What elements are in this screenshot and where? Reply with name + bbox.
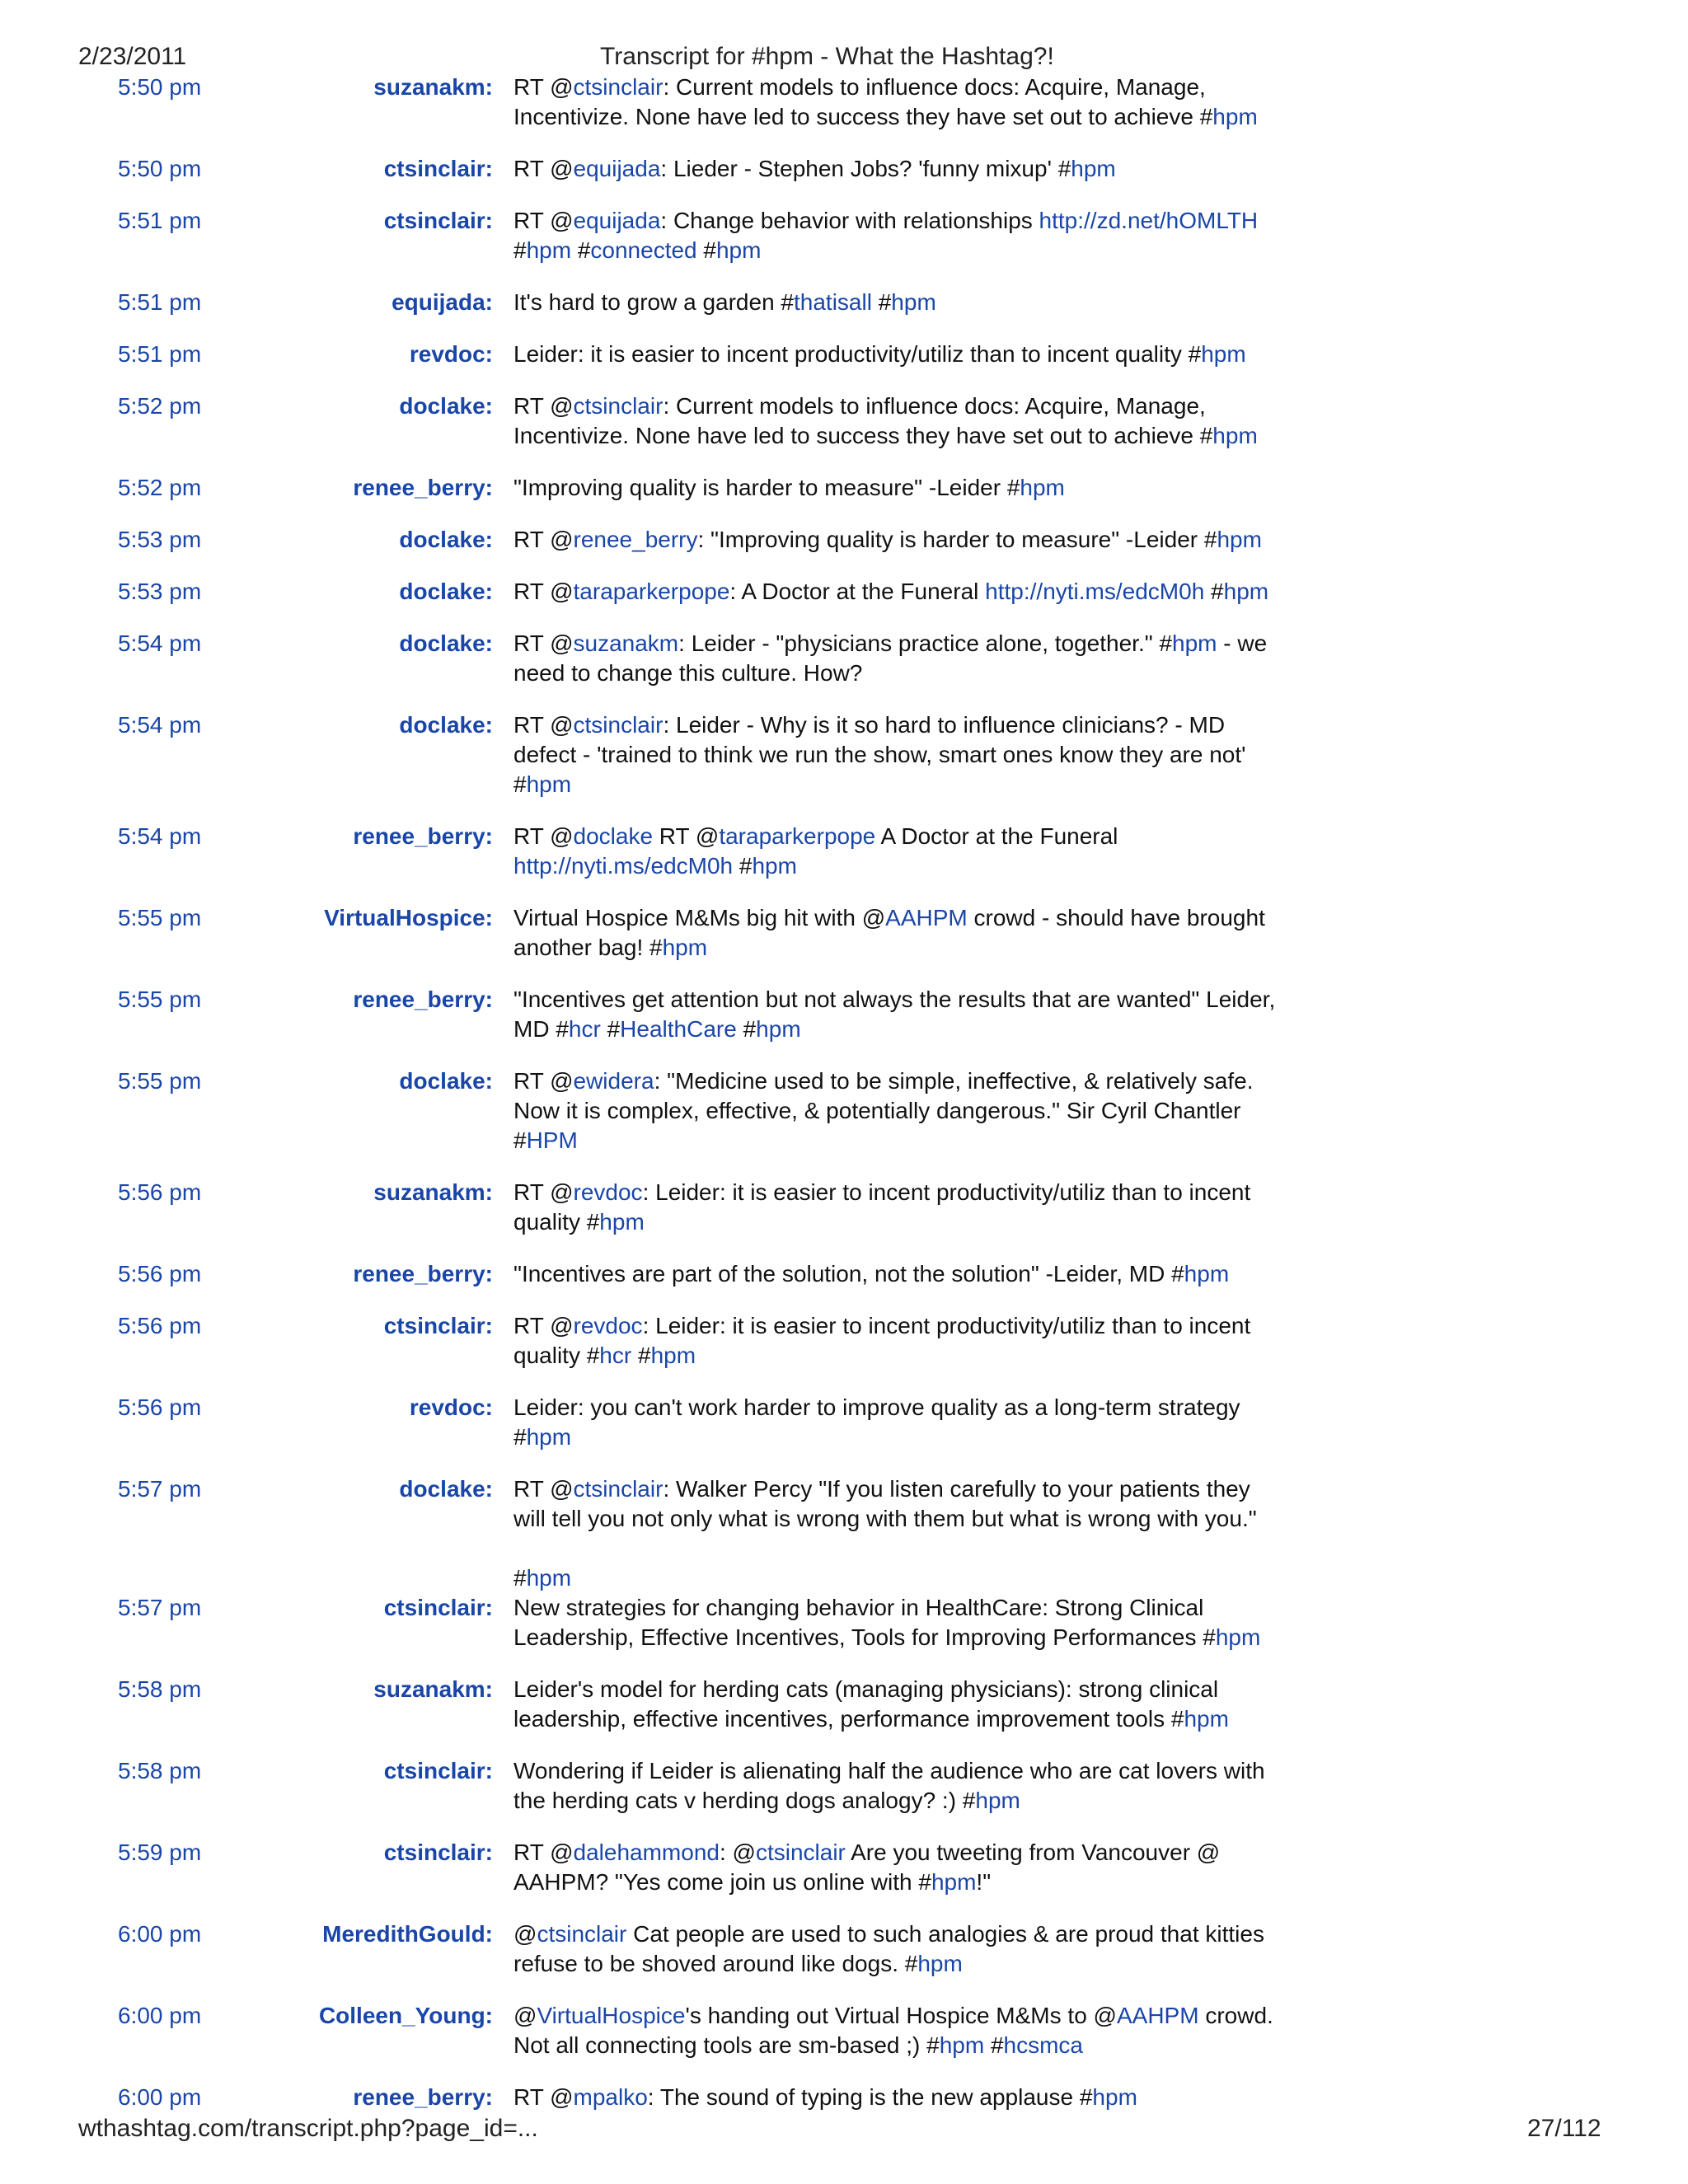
tweet-link[interactable]: ewidera xyxy=(573,1068,654,1094)
footer-url: wthashtag.com/transcript.php?page_id=... xyxy=(78,2115,538,2142)
tweet-username-link[interactable]: suzanakm: xyxy=(373,74,493,100)
tweet-username-link[interactable]: equijada: xyxy=(392,289,493,315)
tweet-text: RT @ xyxy=(513,1179,574,1205)
tweet-message xyxy=(513,473,1313,503)
tweet-username-link[interactable]: doclake: xyxy=(399,712,493,738)
tweet-time-link[interactable]: 5:56 pm xyxy=(118,1313,202,1338)
tweet-link[interactable]: hpm xyxy=(752,853,797,879)
tweet-time-link[interactable]: 5:54 pm xyxy=(118,712,202,738)
transcript-row xyxy=(0,473,1688,503)
tweet-link[interactable]: hpm xyxy=(975,1788,1020,1813)
tweet-username-link[interactable]: ctsinclair: xyxy=(383,1840,493,1865)
tweet-link[interactable]: hpm xyxy=(1092,2084,1137,2110)
tweet-message xyxy=(513,525,1313,555)
tweet-link[interactable]: hpm xyxy=(715,237,762,263)
tweet-text: : Leider - "physicians practice alone, together." # xyxy=(678,630,1173,656)
tweet-text: # xyxy=(871,289,892,315)
tweet-text: RT @ xyxy=(513,1476,574,1502)
tweet-message xyxy=(513,1393,1313,1452)
tweet-link[interactable]: hpm xyxy=(917,1951,963,1976)
tweet-time-link[interactable]: 5:51 pm xyxy=(118,289,202,315)
tweet-link[interactable]: hpm xyxy=(756,1016,801,1042)
transcript-row xyxy=(0,1474,1688,1593)
tweet-message xyxy=(513,2001,1313,2060)
tweet-link[interactable]: ctsinclair xyxy=(537,1921,627,1947)
tweet-message xyxy=(513,822,1313,881)
page-title: Transcript for #hpm - What the Hashtag?! xyxy=(600,43,1054,70)
tweet-message xyxy=(513,206,1313,265)
tweet-text: # xyxy=(513,237,527,263)
tweet-username-link[interactable]: ctsinclair: xyxy=(383,208,493,233)
tweet-message xyxy=(513,288,1313,317)
tweet-link[interactable]: hpm xyxy=(931,1869,977,1895)
tweet-text: RT @ xyxy=(513,393,574,419)
tweet-username-link[interactable]: renee_berry: xyxy=(353,1261,493,1286)
tweet-text: : A Doctor at the Funeral xyxy=(729,579,986,604)
transcript-row xyxy=(0,1838,1688,1897)
tweet-username-link[interactable]: renee_berry: xyxy=(353,475,493,500)
transcript-row xyxy=(0,288,1688,317)
tweet-time-link[interactable]: 5:54 pm xyxy=(118,630,202,656)
tweet-time-link[interactable]: 5:50 pm xyxy=(118,156,202,181)
tweet-message xyxy=(513,2083,1313,2112)
tweet-time-link[interactable]: 5:50 pm xyxy=(118,74,202,100)
transcript-row xyxy=(0,154,1688,184)
tweet-link[interactable]: revdoc xyxy=(573,1313,643,1338)
tweet-message xyxy=(513,1919,1313,1979)
tweet-message xyxy=(513,391,1313,451)
tweet-time-link[interactable]: 5:56 pm xyxy=(118,1179,202,1205)
tweet-link[interactable]: ctsinclair xyxy=(755,1840,846,1865)
tweet-text: : Current models to influence docs: Acquire, Manage, Incentivize. None have led to success they have set out to achieve # xyxy=(513,74,1213,129)
tweet-text: # xyxy=(984,2032,1004,2058)
transcript-row xyxy=(0,1393,1688,1452)
tweet-text: @ xyxy=(513,1921,537,1947)
tweet-time-link[interactable]: 5:57 pm xyxy=(118,1595,202,1620)
tweet-link[interactable]: VirtualHospice xyxy=(537,2003,686,2028)
tweet-username-link[interactable]: doclake: xyxy=(399,1476,493,1502)
tweet-message xyxy=(513,1178,1313,1237)
tweet-username-link[interactable]: renee_berry: xyxy=(353,987,493,1012)
tweet-text: RT @ xyxy=(513,579,574,604)
tweet-message xyxy=(513,154,1313,184)
tweet-link[interactable]: hpm xyxy=(891,289,936,315)
transcript-row xyxy=(0,2083,1688,2112)
tweet-text: : Leider: it is easier to incent productivity/utiliz than to incent quality # xyxy=(513,1179,1251,1235)
tweet-username-link[interactable]: MeredithGould: xyxy=(322,1921,493,1947)
tweet-time-link[interactable]: 6:00 pm xyxy=(118,2084,202,2110)
tweet-link[interactable]: hpm xyxy=(1184,1261,1230,1286)
tweet-link[interactable]: hpm xyxy=(1172,630,1217,656)
tweet-link[interactable]: hpm xyxy=(1184,1706,1229,1732)
transcript-row xyxy=(0,1311,1688,1371)
transcript-list xyxy=(0,73,1688,2135)
tweet-text: It's hard to grow a garden # xyxy=(513,289,794,315)
tweet-text: 's handing out Virtual Hospice M&Ms to @ xyxy=(685,2003,1117,2028)
tweet-link[interactable]: hpm xyxy=(1215,1624,1261,1650)
tweet-message xyxy=(513,1066,1313,1155)
transcript-row xyxy=(0,391,1688,451)
tweet-message xyxy=(513,73,1313,132)
transcript-row xyxy=(0,985,1688,1044)
tweet-text: : @ xyxy=(719,1840,756,1865)
transcript-row xyxy=(0,73,1688,132)
tweet-link[interactable]: hpm xyxy=(526,1424,572,1450)
tweet-text: # xyxy=(736,1016,757,1042)
tweet-text: Are you tweeting from Vancouver @ AAHPM? "Yes come join us online with # xyxy=(513,1840,1221,1895)
tweet-username-link[interactable]: doclake: xyxy=(399,1068,493,1094)
tweet-username-link[interactable]: suzanakm: xyxy=(373,1676,493,1702)
tweet-message xyxy=(513,985,1313,1044)
tweet-link[interactable]: hpm xyxy=(526,1565,572,1591)
transcript-row xyxy=(0,1259,1688,1289)
tweet-username-link[interactable]: renee_berry: xyxy=(353,823,493,849)
tweet-link[interactable]: http://nyti.ms/edcM0h xyxy=(985,579,1205,604)
tweet-text: A Doctor at the Funeral xyxy=(880,823,1118,849)
tweet-text: @ xyxy=(513,2003,537,2028)
tweet-link[interactable]: hpm xyxy=(526,237,572,263)
tweet-text: : "Medicine used to be simple, ineffective, & relatively safe. Now it is complex, effective, & potentially dangerous." Sir Cyril Chantler # xyxy=(513,1068,1254,1153)
tweet-text: Leider: you can't work harder to improve quality as a long-term strategy # xyxy=(513,1394,1240,1450)
tweet-link[interactable]: hpm xyxy=(1212,104,1258,129)
tweet-time-link[interactable]: 5:52 pm xyxy=(118,475,202,500)
tweet-text: : Walker Percy "If you listen carefully to your patients they will tell you not only what is wrong with them but what is wrong with you." # xyxy=(513,1476,1257,1591)
tweet-time-link[interactable]: 5:56 pm xyxy=(118,1394,202,1420)
tweet-text: RT @ xyxy=(513,630,574,656)
tweet-text: RT @ xyxy=(513,712,574,738)
tweet-text: New strategies for changing behavior in HealthCare: Strong Clinical Leadership, Effective Incentives, Tools for Improving Performances # xyxy=(513,1595,1216,1650)
transcript-row xyxy=(0,1919,1688,1979)
tweet-text: RT @ xyxy=(653,823,720,849)
tweet-link[interactable]: http://zd.net/hOMLTH xyxy=(1039,208,1259,233)
transcript-row xyxy=(0,340,1688,369)
tweet-time-link[interactable]: 6:00 pm xyxy=(118,1921,202,1947)
tweet-link[interactable]: hpm xyxy=(1217,527,1262,552)
tweet-text: RT @ xyxy=(513,1840,574,1865)
tweet-link[interactable]: hpm xyxy=(939,2032,985,2058)
tweet-text: "Incentives are part of the solution, not the solution" -Leider, MD # xyxy=(513,1261,1184,1286)
tweet-text: : Change behavior with relationships xyxy=(660,208,1039,233)
transcript-row xyxy=(0,629,1688,688)
tweet-text: Cat people are used to such analogies & are proud that kitties refuse to be shoved around like dogs. # xyxy=(513,1921,1264,1976)
tweet-text: "Improving quality is harder to measure" -Leider # xyxy=(513,475,1020,500)
tweet-message xyxy=(513,1311,1313,1371)
tweet-link[interactable]: hcr xyxy=(568,1016,601,1042)
transcript-row xyxy=(0,206,1688,265)
tweet-text: RT @ xyxy=(513,1068,574,1094)
tweet-text: : Leider - Why is it so hard to influence clinicians? - MD defect - 'trained to think we run the show, smart ones know they are not' # xyxy=(513,712,1246,797)
tweet-username-link[interactable]: suzanakm: xyxy=(373,1179,493,1205)
tweet-text: : "Improving quality is harder to measure" -Leider # xyxy=(697,527,1217,552)
tweet-link[interactable]: hpm xyxy=(662,935,708,960)
tweet-text: # xyxy=(1204,579,1224,604)
page-date: 2/23/2011 xyxy=(78,43,187,70)
tweet-link[interactable]: HealthCare xyxy=(620,1016,737,1042)
tweet-time-link[interactable]: 6:00 pm xyxy=(118,2003,202,2028)
tweet-text: "Incentives get attention but not always the results that are wanted" Leider, MD # xyxy=(513,987,1276,1042)
tweet-link[interactable]: connected xyxy=(590,237,697,263)
tweet-text: - we need to change this culture. How? xyxy=(513,630,1268,686)
tweet-time-link[interactable]: 5:51 pm xyxy=(118,341,202,367)
tweet-link[interactable]: suzanakm xyxy=(573,630,679,656)
tweet-link[interactable]: HPM xyxy=(526,1127,578,1153)
tweet-text: RT @ xyxy=(513,823,574,849)
tweet-link[interactable]: equijada xyxy=(573,208,661,233)
tweet-link[interactable]: hpm xyxy=(1212,423,1258,448)
tweet-time-link[interactable]: 5:53 pm xyxy=(118,527,202,552)
tweet-link[interactable]: hpm xyxy=(1201,341,1246,367)
tweet-text: RT @ xyxy=(513,156,574,181)
tweet-link[interactable]: hcr xyxy=(599,1343,632,1368)
tweet-text: RT @ xyxy=(513,74,574,100)
tweet-time-link[interactable]: 5:55 pm xyxy=(118,1068,202,1094)
tweet-time-link[interactable]: 5:57 pm xyxy=(118,1476,202,1502)
tweet-time-link[interactable]: 5:58 pm xyxy=(118,1676,202,1702)
transcript-row xyxy=(0,1593,1688,1652)
tweet-text: RT @ xyxy=(513,1313,574,1338)
tweet-time-link[interactable]: 5:51 pm xyxy=(118,208,202,233)
tweet-link[interactable]: renee_berry xyxy=(573,527,698,552)
tweet-link[interactable]: hpm xyxy=(1020,475,1065,500)
tweet-link[interactable]: http://nyti.ms/edcM0h xyxy=(513,853,734,879)
tweet-username-link[interactable]: revdoc: xyxy=(409,1394,493,1420)
tweet-message xyxy=(513,1756,1313,1816)
tweet-link[interactable]: ctsinclair xyxy=(573,74,663,100)
tweet-time-link[interactable]: 5:53 pm xyxy=(118,579,202,604)
tweet-link[interactable]: hpm xyxy=(526,771,572,797)
tweet-time-link[interactable]: 5:52 pm xyxy=(118,393,202,419)
transcript-row xyxy=(0,1756,1688,1816)
tweet-link[interactable]: taraparkerpope xyxy=(573,579,730,604)
tweet-username-link[interactable]: doclake: xyxy=(399,393,493,419)
tweet-link[interactable]: thatisall xyxy=(794,289,872,315)
tweet-link[interactable]: taraparkerpope xyxy=(719,823,876,849)
tweet-text: # xyxy=(733,853,753,879)
tweet-time-link[interactable]: 5:54 pm xyxy=(118,823,202,849)
tweet-text: # xyxy=(571,237,591,263)
transcript-row xyxy=(0,1675,1688,1734)
tweet-message xyxy=(513,1838,1313,1897)
tweet-link[interactable]: AAHPM xyxy=(885,905,968,930)
tweet-text: Leider's model for herding cats (managing physicians): strong clinical leadership, effective incentives, performance improvement tools # xyxy=(513,1676,1219,1732)
tweet-link[interactable]: hpm xyxy=(1223,579,1269,604)
transcript-row xyxy=(0,1066,1688,1155)
tweet-text: # xyxy=(600,1016,621,1042)
tweet-username-link[interactable]: ctsinclair: xyxy=(383,1758,493,1783)
tweet-link[interactable]: mpalko xyxy=(573,2084,648,2110)
transcript-row xyxy=(0,822,1688,881)
tweet-message xyxy=(513,1593,1313,1652)
tweet-text: RT @ xyxy=(513,208,574,233)
transcript-row xyxy=(0,525,1688,555)
tweet-message xyxy=(513,903,1313,963)
transcript-row xyxy=(0,577,1688,607)
tweet-link[interactable]: ctsinclair xyxy=(573,712,663,738)
page-number: 27/112 xyxy=(1527,2115,1601,2142)
tweet-link[interactable]: doclake xyxy=(573,823,654,849)
tweet-time-link[interactable]: 5:56 pm xyxy=(118,1261,202,1286)
tweet-message xyxy=(513,1474,1313,1593)
tweet-link[interactable]: AAHPM xyxy=(1116,2003,1199,2028)
tweet-text: : Lieder - Stephen Jobs? 'funny mixup' # xyxy=(660,156,1071,181)
tweet-username-link[interactable]: VirtualHospice: xyxy=(324,905,493,930)
tweet-username-link[interactable]: revdoc: xyxy=(409,341,493,367)
tweet-link[interactable]: dalehammond xyxy=(573,1840,720,1865)
tweet-text: RT @ xyxy=(513,2084,574,2110)
tweet-link[interactable]: hpm xyxy=(650,1343,696,1368)
tweet-text: : Leider: it is easier to incent productivity/utiliz than to incent quality # xyxy=(513,1313,1251,1368)
tweet-link[interactable]: equijada xyxy=(573,156,661,181)
tweet-text: # xyxy=(631,1343,651,1368)
tweet-time-link[interactable]: 5:59 pm xyxy=(118,1840,202,1865)
tweet-username-link[interactable]: ctsinclair: xyxy=(383,1313,493,1338)
transcript-row xyxy=(0,2001,1688,2060)
tweet-username-link[interactable]: ctsinclair: xyxy=(383,1595,493,1620)
tweet-username-link[interactable]: ctsinclair: xyxy=(383,156,493,181)
tweet-username-link[interactable]: Colleen_Young: xyxy=(318,2003,493,2028)
tweet-message xyxy=(513,577,1313,607)
tweet-link[interactable]: hcsmca xyxy=(1003,2032,1083,2058)
tweet-time-link[interactable]: 5:58 pm xyxy=(118,1758,202,1783)
tweet-username-link[interactable]: renee_berry: xyxy=(353,2084,493,2110)
tweet-message xyxy=(513,340,1313,369)
tweet-link[interactable]: ctsinclair xyxy=(573,1476,663,1502)
tweet-text: crowd. Not all connecting tools are sm-based ;) # xyxy=(513,2003,1273,2058)
tweet-text: # xyxy=(696,237,716,263)
tweet-username-link[interactable]: doclake: xyxy=(399,630,493,656)
tweet-text: crowd - should have brought another bag! # xyxy=(513,905,1265,960)
tweet-message xyxy=(513,1259,1313,1289)
transcript-row xyxy=(0,1178,1688,1237)
tweet-message xyxy=(513,710,1313,799)
transcript-row xyxy=(0,710,1688,799)
tweet-message xyxy=(513,1675,1313,1734)
tweet-link[interactable]: hpm xyxy=(1071,156,1116,181)
tweet-text: : The sound of typing is the new applause # xyxy=(647,2084,1093,2110)
tweet-time-link[interactable]: 5:55 pm xyxy=(118,905,202,930)
tweet-message xyxy=(513,629,1313,688)
tweet-text: RT @ xyxy=(513,527,574,552)
transcript-row xyxy=(0,903,1688,963)
tweet-text: Virtual Hospice M&Ms big hit with @ xyxy=(513,905,886,930)
tweet-username-link[interactable]: doclake: xyxy=(399,579,493,604)
tweet-link[interactable]: revdoc xyxy=(573,1179,643,1205)
tweet-text: Leider: it is easier to incent productivity/utiliz than to incent quality # xyxy=(513,341,1202,367)
tweet-username-link[interactable]: doclake: xyxy=(399,527,493,552)
tweet-time-link[interactable]: 5:55 pm xyxy=(118,987,202,1012)
tweet-text: : Current models to influence docs: Acquire, Manage, Incentivize. None have led to success they have set out to achieve # xyxy=(513,393,1213,448)
tweet-link[interactable]: ctsinclair xyxy=(573,393,663,419)
tweet-link[interactable]: hpm xyxy=(599,1209,645,1235)
tweet-text: !" xyxy=(976,1869,992,1895)
tweet-text: Wondering if Leider is alienating half the audience who are cat lovers with the herding cats v herding dogs analogy? :) # xyxy=(513,1758,1265,1813)
